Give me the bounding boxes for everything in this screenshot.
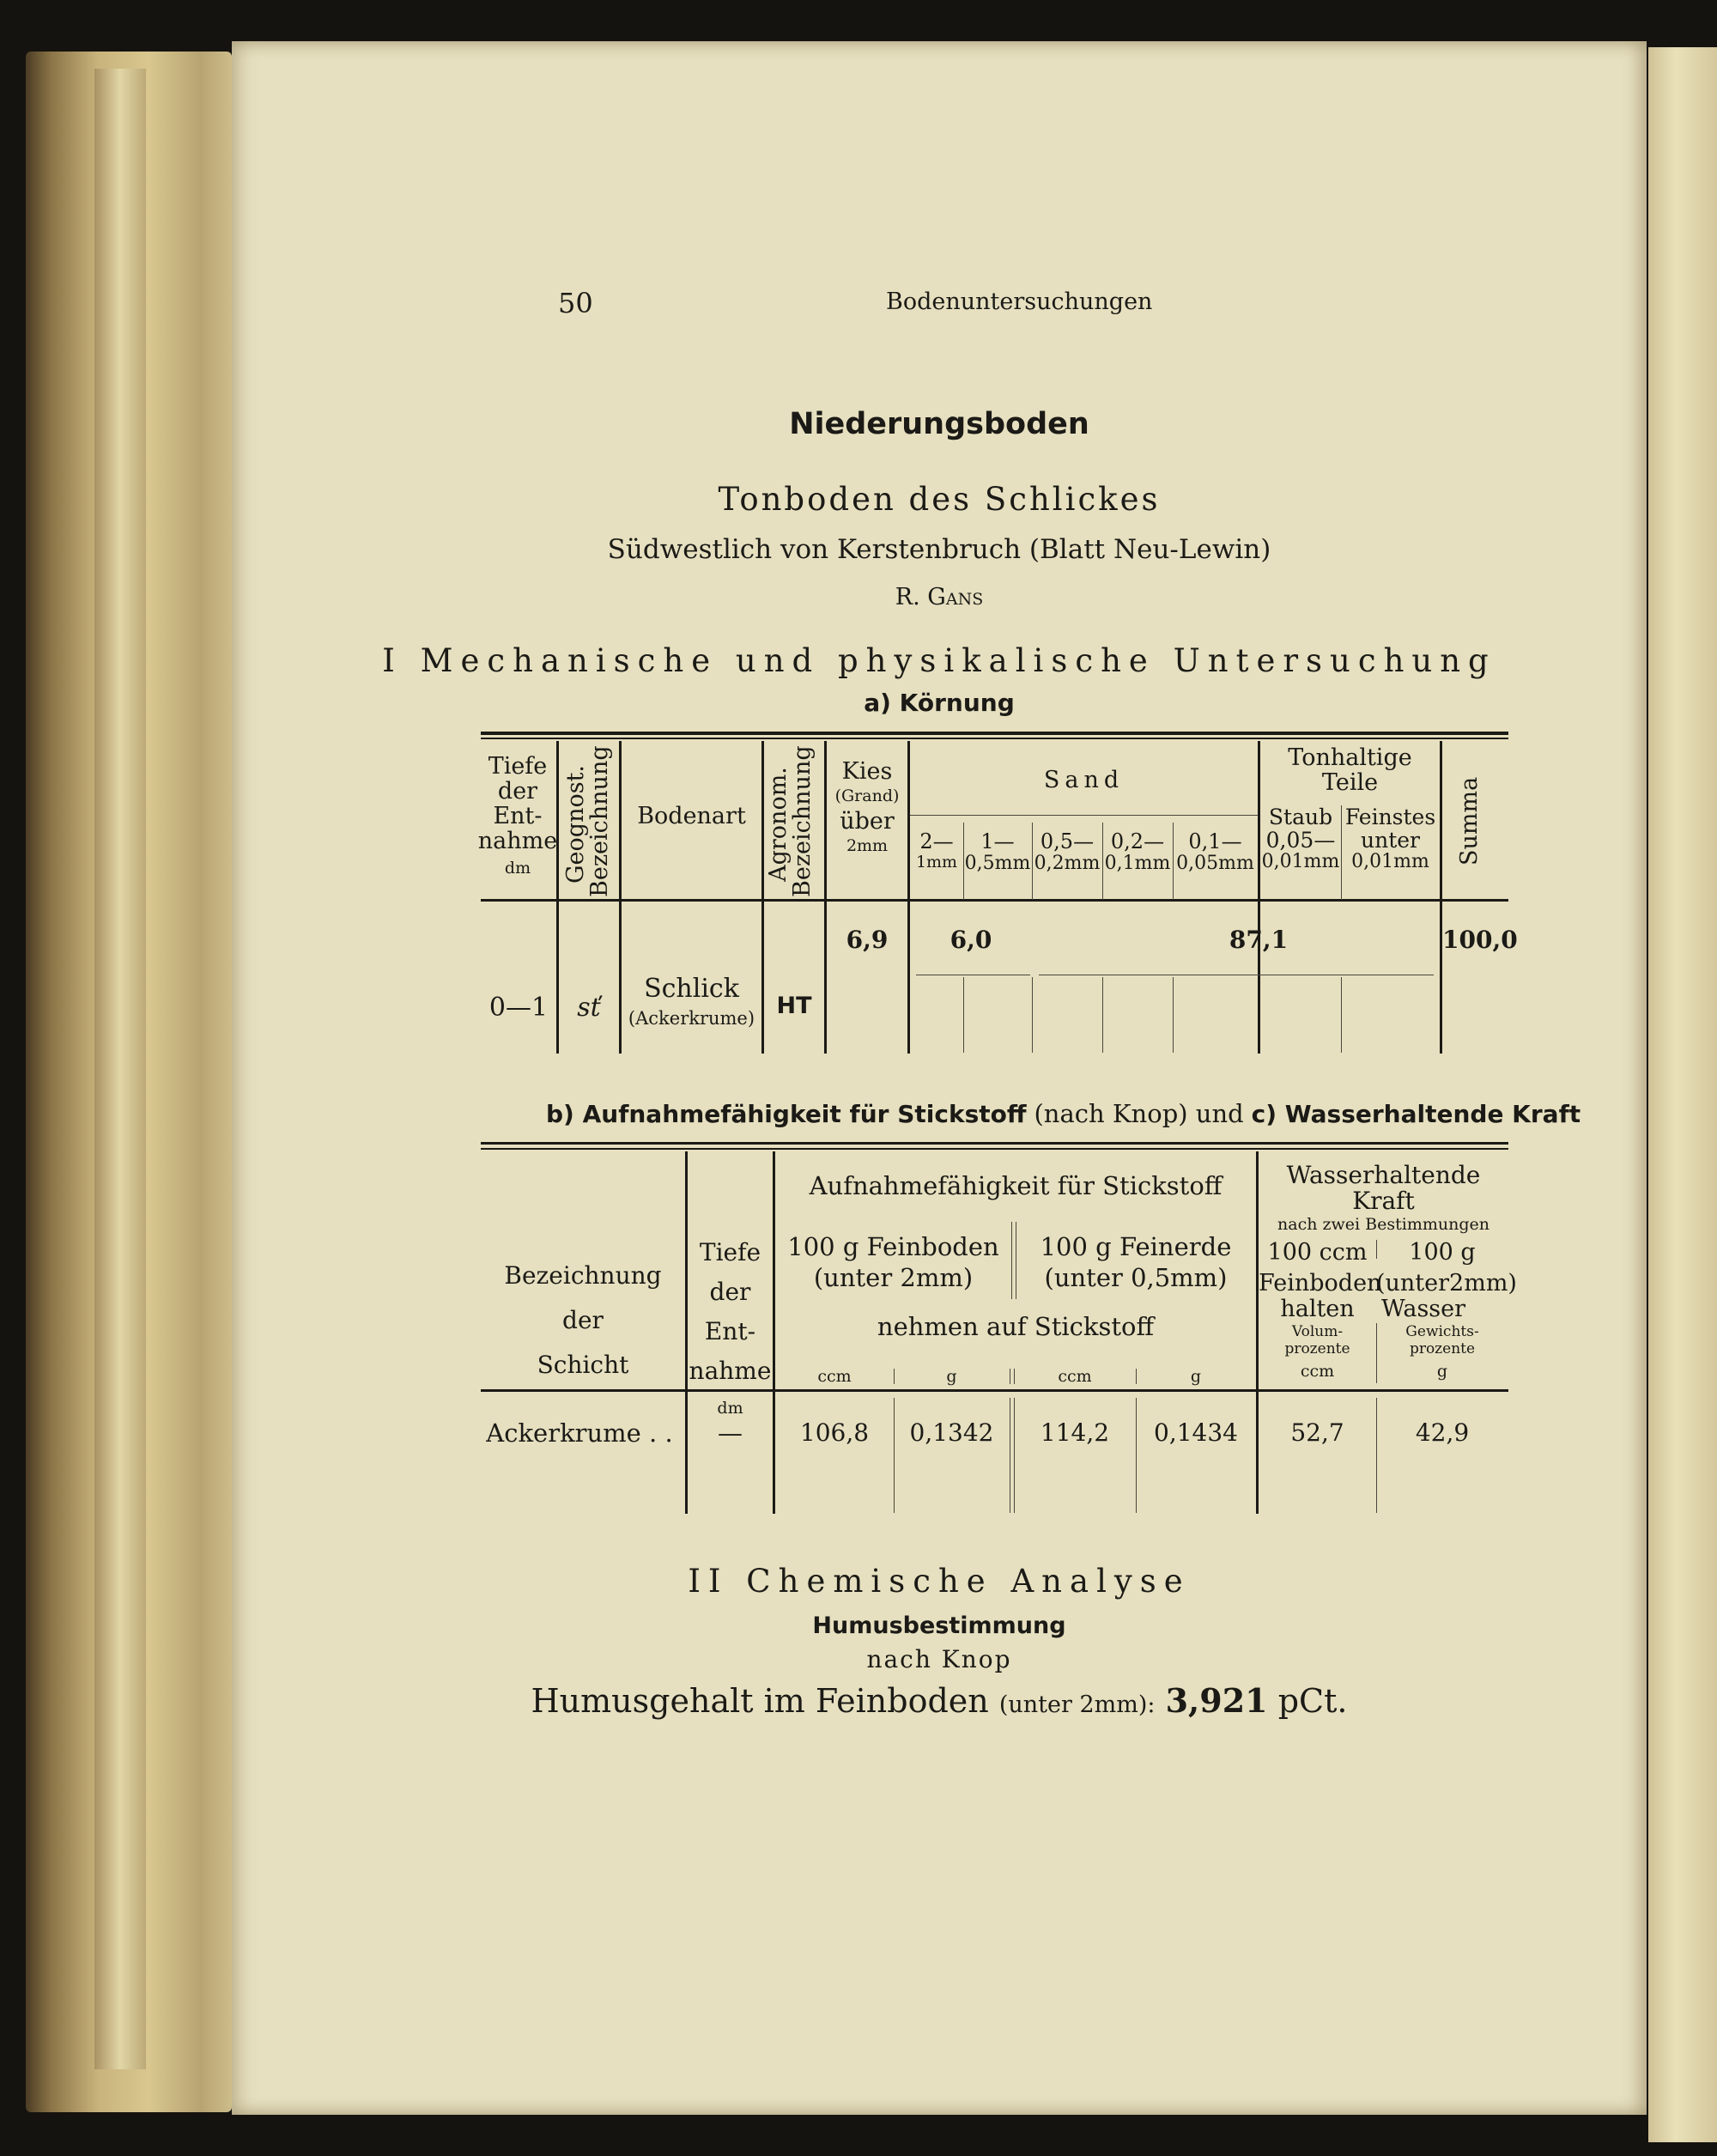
sand-sub-4: 0,2— 0,1mm bbox=[1104, 829, 1171, 874]
sand-sub-2: 1— 0,5mm bbox=[964, 829, 1031, 874]
col-bodenart-header: Bodenart bbox=[637, 803, 746, 829]
col-sand-header: Sand bbox=[1043, 767, 1125, 793]
section-2-subtitle: Humusbestimmung bbox=[812, 1612, 1066, 1639]
row-b-v1: 106,8 bbox=[799, 1418, 870, 1447]
wasser-sub-5: halten bbox=[1280, 1296, 1355, 1322]
row-fine-total: 87,1 bbox=[1229, 926, 1289, 954]
section-a-title: a) Körnung bbox=[864, 689, 1015, 717]
row-summa: 100,0 bbox=[1442, 926, 1518, 954]
row-depth: 0—1 bbox=[488, 993, 549, 1023]
col-kies-header: Kies (Grand) über 2mm bbox=[834, 758, 900, 855]
ton-sub-feinstes: Feinstes unter 0,01mm bbox=[1344, 805, 1436, 872]
col-summa-header: Summa bbox=[1456, 776, 1483, 865]
unit-ccm-2: ccm bbox=[1058, 1367, 1092, 1386]
nehmen-header: nehmen auf Stickstoff bbox=[877, 1312, 1155, 1341]
book-page bbox=[232, 41, 1647, 2115]
row-b-v4: 0,1434 bbox=[1154, 1418, 1238, 1447]
row-geognost: sť bbox=[577, 993, 601, 1023]
location-line: Südwestlich von Kerstenbruch (Blatt Neu-Lewin) bbox=[607, 534, 1271, 565]
page-title: Niederungsboden bbox=[789, 407, 1089, 441]
unit-ccm-1: ccm bbox=[817, 1367, 852, 1386]
sand-sub-5: 0,1— 0,05mm bbox=[1176, 829, 1254, 874]
wasser-sub-1: 100 ccm bbox=[1267, 1239, 1368, 1266]
author: R. Gans bbox=[895, 584, 984, 610]
wasser-sub-4: (unter2mm) bbox=[1376, 1270, 1517, 1297]
row-kies: 6,9 bbox=[846, 926, 889, 954]
wasser-sub-3: Feinboden bbox=[1259, 1270, 1382, 1297]
row-b-w1: 52,7 bbox=[1290, 1418, 1344, 1447]
unit-g-2: g bbox=[1190, 1367, 1202, 1386]
col-aufnahme-header: Aufnahmefähigkeit für Stickstoff bbox=[809, 1171, 1223, 1200]
row-b-v2: 0,1342 bbox=[909, 1418, 994, 1447]
ton-sub-staub: Staub 0,05— 0,01mm bbox=[1261, 805, 1340, 872]
wasser-sub-6: Wasser bbox=[1380, 1296, 1466, 1322]
wasser-note: nach zwei Bestimmungen bbox=[1277, 1215, 1489, 1234]
col-geognost-header: Geognost. Bezeichnung bbox=[562, 745, 614, 897]
col-bezeichnung-header: Bezeichnung der Schicht bbox=[504, 1261, 662, 1379]
row-b-tiefe: — bbox=[718, 1418, 743, 1448]
wasser-unit-gew: Gewichts- prozente g bbox=[1405, 1323, 1479, 1382]
wasser-sub-2: 100 g bbox=[1409, 1239, 1476, 1266]
row-agronom: HT bbox=[776, 993, 812, 1019]
page-subtitle: Tonboden des Schlickes bbox=[718, 481, 1161, 518]
row-b-v3: 114,2 bbox=[1040, 1418, 1110, 1447]
humus-result: Humusgehalt im Feinboden (unter 2mm): 3,921 pCt. bbox=[531, 1681, 1348, 1720]
sand-sub-1: 2— 1mm bbox=[915, 829, 958, 872]
book-edge-right bbox=[1648, 47, 1717, 2142]
book-page-stack bbox=[94, 69, 146, 2069]
col-depth-header: Tiefe der Ent- nahme dm bbox=[477, 753, 558, 878]
col-agronom-header: Agronom. Bezeichnung bbox=[765, 745, 816, 897]
row-b-w2: 42,9 bbox=[1415, 1418, 1470, 1447]
section-2-title: II Chemische Analyse bbox=[688, 1563, 1191, 1600]
unit-g-1: g bbox=[946, 1367, 957, 1386]
col-wasser-header: Wasserhaltende Kraft bbox=[1286, 1161, 1481, 1216]
row-bodenart-note: (Ackerkrume) bbox=[628, 1008, 755, 1029]
row-b-name: Ackerkrume . . bbox=[486, 1418, 673, 1448]
row-sand-coarse: 6,0 bbox=[950, 926, 992, 954]
section-bc-title: b) Aufnahmefähigkeit für Stickstoff (nach Knop) und c) Wasserhaltende Kraft bbox=[546, 1099, 1581, 1128]
running-title: Bodenuntersuchungen bbox=[886, 288, 1153, 315]
sand-sub-3: 0,5— 0,2mm bbox=[1034, 829, 1101, 874]
section-1-title: I Mechanische und physikalische Untersuchung bbox=[382, 642, 1496, 679]
section-2-method: nach Knop bbox=[866, 1645, 1012, 1673]
wasser-unit-vol: Volum- prozente ccm bbox=[1284, 1323, 1350, 1382]
feinboden-header: 100 g Feinboden (unter 2mm) bbox=[787, 1232, 999, 1293]
row-bodenart: Schlick bbox=[644, 974, 739, 1004]
col-tiefe-header: Tiefe der Ent- nahme dm bbox=[689, 1238, 772, 1418]
feinerde-header: 100 g Feinerde (unter 0,5mm) bbox=[1040, 1232, 1232, 1293]
page-number: 50 bbox=[558, 287, 593, 319]
col-ton-header: Tonhaltige Teile bbox=[1288, 744, 1412, 797]
